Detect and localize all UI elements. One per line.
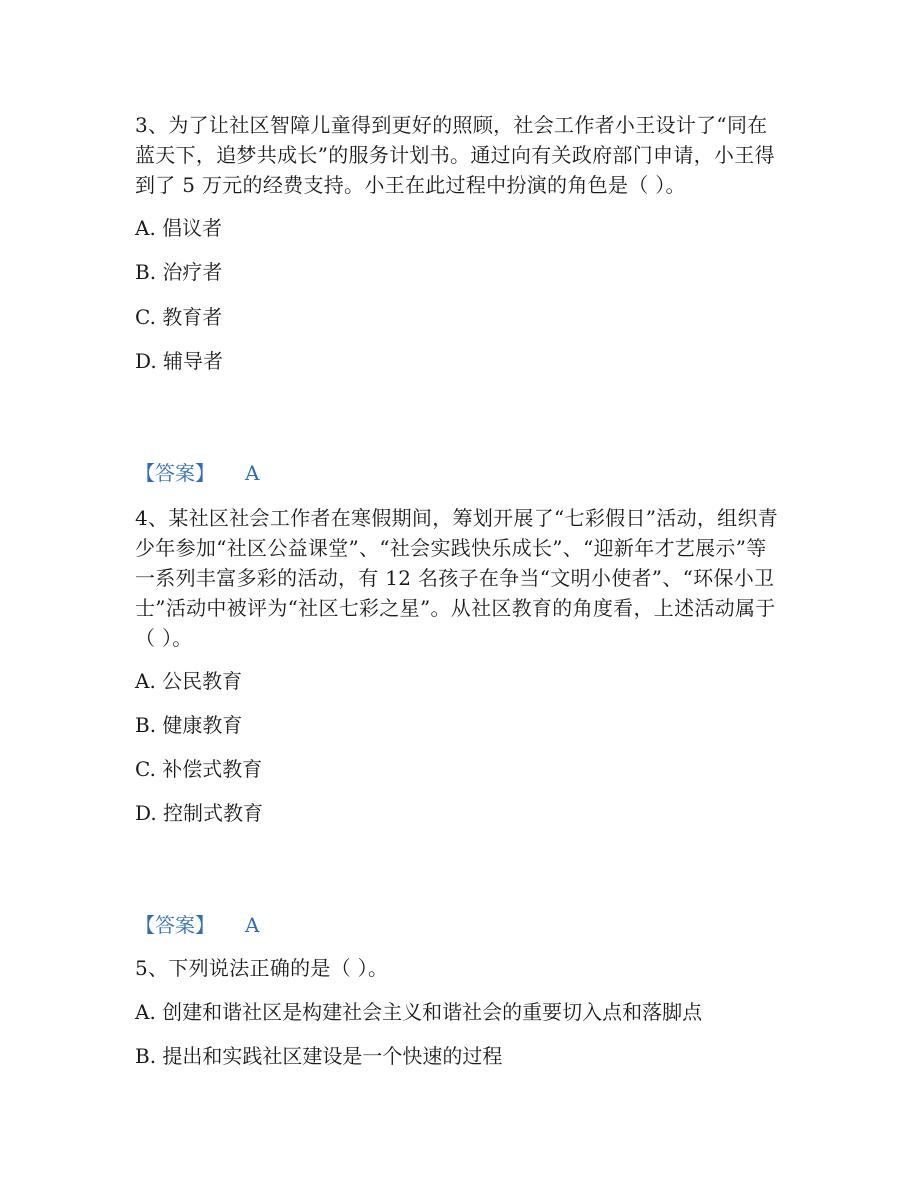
question-4-answer (135, 911, 259, 939)
question-3-answer (135, 459, 259, 487)
question-3-option-d: D. 辅导者 (135, 349, 224, 373)
question-3-option-c: C. 教育者 (135, 305, 223, 329)
question-3-option-b: B. 治疗者 (135, 260, 223, 284)
question-4-option-c: C. 补偿式教育 (135, 757, 263, 781)
answer-value: A (245, 461, 260, 485)
question-4-stem: 4、某社区社会工作者在寒假期间，筹划开展了“七彩假日”活动，组织青少年参加“社区公益课堂”、“社会实践快乐成长”、“迎新年才艺展示”等一系列丰富多彩的活动，有 12 名孩子在争当“文明小使者”、“环保小卫士”活动中被评为“社区七彩之星”。从社区教育的角度看，上述活动属于（ ）。 (135, 506, 779, 650)
answer-label: 【答案】 (135, 913, 215, 937)
question-3-stem: 3、为了让社区智障儿童得到更好的照顾，社会工作者小王设计了“同在蓝天下，追梦共成长”的服务计划书。通过向有关政府部门申请，小王得到了 5 万元的经费支持。小王在此过程中扮演的角色是（ ）。 (135, 113, 775, 197)
question-5-stem: 5、下列说法正确的是（ ）。 (135, 956, 389, 980)
question-4-option-a: A. 公民教育 (135, 669, 243, 693)
answer-value: A (245, 913, 260, 937)
question-3-option-a: A. 倡议者 (135, 216, 223, 240)
question-5-option-b: B. 提出和实践社区建设是一个快速的过程 (135, 1044, 503, 1068)
answer-label: 【答案】 (135, 461, 215, 485)
question-4-option-d: D. 控制式教育 (135, 801, 264, 825)
question-4-option-b: B. 健康教育 (135, 713, 243, 737)
question-5-option-a: A. 创建和谐社区是构建社会主义和谐社会的重要切入点和落脚点 (135, 1000, 703, 1024)
